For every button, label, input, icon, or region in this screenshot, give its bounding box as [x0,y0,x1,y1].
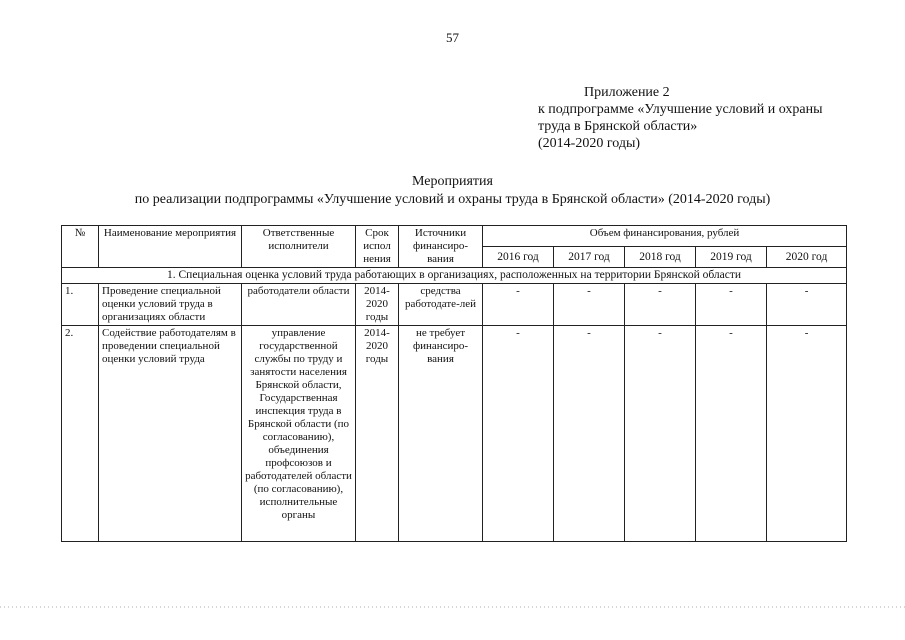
header-term: Срок испол нения [356,226,399,268]
header-num: № [62,226,99,268]
row-value: - [625,326,696,542]
scan-artifact-divider [0,606,905,608]
row-value: - [483,284,554,326]
row-responsible: работодатели области [242,284,356,326]
appendix-line: Приложение 2 [584,85,670,100]
row-responsible: управление государственной службы по труду и занятости населения Брянской области, Государственная инспекция труда в Брянской области (по согласованию), объединения профсоюзов и работодателей области (по согласованию), исполнительные органы [242,326,356,542]
appendix-line: труда в Брянской области» [538,119,698,134]
header-name: Наименование мероприятия [99,226,242,268]
header-financing: Объем финансирования, рублей [483,226,847,247]
row-value: - [483,326,554,542]
row-value: - [767,326,847,542]
title-line-1: Мероприятия [412,174,493,189]
row-name: Содействие работодателям в проведении специальной оценки условий труда [99,326,242,542]
header-row [62,226,847,247]
row-value: - [767,284,847,326]
appendix-line: (2014-2020 годы) [538,136,641,151]
header-year: 2020 год [767,247,847,268]
section-row [62,268,847,284]
header-sources: Источники финансиро-вания [399,226,483,268]
header-year: 2016 год [483,247,554,268]
row-num: 1. [62,284,99,326]
table-row [62,284,847,326]
row-value: - [554,326,625,542]
row-value: - [625,284,696,326]
header-responsible: Ответственные исполнители [242,226,356,268]
row-sources: не требует финансиро-вания [399,326,483,542]
appendix-header [538,84,878,152]
row-term: 2014-2020 годы [356,284,399,326]
header-year: 2019 год [696,247,767,268]
row-term: 2014-2020 годы [356,326,399,542]
row-value: - [696,326,767,542]
row-name: Проведение специальной оценки условий труда в организациях области [99,284,242,326]
header-year: 2018 год [625,247,696,268]
row-num: 2. [62,326,99,542]
row-sources: средства работодате-лей [399,284,483,326]
header-year: 2017 год [554,247,625,268]
section-title: 1. Специальная оценка условий труда работающих в организациях, расположенных на территории Брянской области [62,268,847,284]
document-title [0,173,905,209]
title-line-2: по реализации подпрограммы «Улучшение условий и охраны труда в Брянской области» (2014-2020 годы) [134,192,771,207]
row-value: - [554,284,625,326]
page-number: 57 [446,30,459,45]
appendix-line: к подпрограмме «Улучшение условий и охраны [538,102,823,117]
row-value: - [696,284,767,326]
measures-table [61,225,847,542]
table-row [62,326,847,542]
